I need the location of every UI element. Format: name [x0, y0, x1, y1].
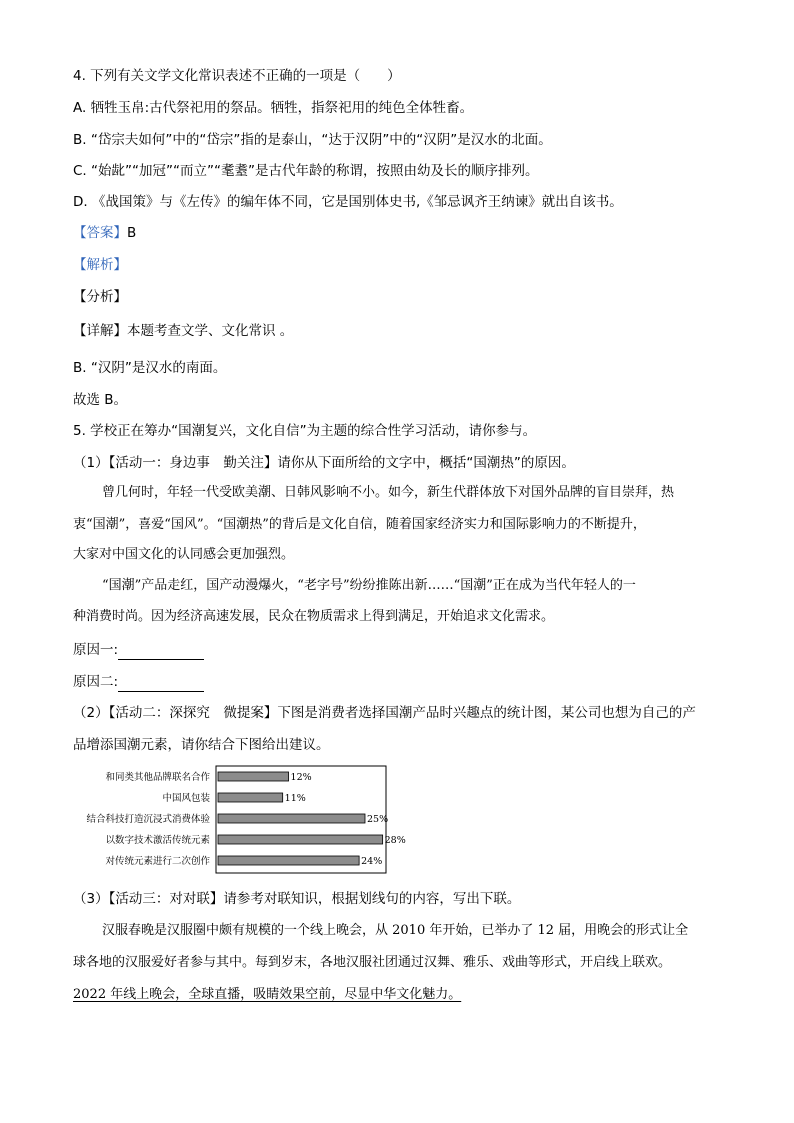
q4-option-a: A. 牺牲玉帛:古代祭祀用的祭品。牺牲，指祭祀用的纯色全体牲畜。 [73, 100, 474, 116]
reason1-line [73, 640, 204, 660]
detail-tag: 【详解】 [73, 323, 127, 339]
reason2-blank[interactable] [118, 677, 204, 692]
activity2-line1 [73, 703, 696, 723]
reason1-blank[interactable] [118, 645, 204, 660]
interest-bar-chart [60, 765, 406, 875]
bar [218, 793, 283, 802]
passage3-underlined-line: 2022 年线上晚会，全球直播，吸睛效果空前，尽显中华文化魅力。 [73, 987, 462, 1002]
bar [218, 814, 365, 823]
answer-line [73, 223, 136, 243]
fenxi-tag: 【分析】 [73, 289, 127, 305]
reason1-label: 原因一: [73, 642, 119, 658]
analysis-tag: 【解析】 [73, 257, 127, 273]
passage1-line1: 曾几何时，年轻一代受欧美潮、日韩风影响不小。如今，新生代群体放下对国外品牌的盲目崇拜，热 [102, 485, 675, 500]
q5-stem: 5. 学校正在筹办“国潮复兴，文化自信”为主题的综合性学习活动，请你参与。 [73, 423, 537, 439]
activity3-line [73, 889, 520, 909]
value-label: 28% [384, 835, 406, 846]
activity1-line [73, 453, 575, 473]
passage2-line1: “国潮”产品走红，国产动漫爆火，“老字号”纷纷推陈出新……“国潮”正在成为当代年轻人的一 [102, 578, 636, 593]
answer-tag: 【答案】 [73, 225, 127, 241]
q4-stem: 4. 下列有关文学文化常识表述不正确的一项是（ ） [73, 68, 401, 84]
activity2-tag: 【活动二：深探究 微提案】 [108, 705, 278, 721]
category-label: 对传统元素进行二次创作 [105, 856, 210, 867]
value-label: 11% [284, 793, 306, 804]
value-label: 12% [290, 772, 312, 783]
passage2-line2: 种消费时尚。因为经济高速发展，民众在物质需求上得到满足，开始追求文化需求。 [73, 609, 555, 624]
value-label: 24% [361, 856, 383, 867]
detail-text: 本题考查文学、文化常识 。 [127, 323, 294, 339]
activity2-line2: 品增添国潮元素，请你结合下图给出建议。 [73, 737, 330, 753]
category-label: 和同类其他品牌联名合作 [105, 772, 210, 783]
activity2-prefix: （2） [73, 705, 109, 721]
reason2-line [73, 672, 204, 692]
q4-conclusion: 故选 B。 [73, 392, 128, 408]
activity3-prefix: （3） [73, 891, 109, 907]
passage3-line2: 球各地的汉服爱好者参与其中。每到岁末，各地汉服社团通过汉舞、雅乐、戏曲等形式，开启线上联欢。 [73, 955, 672, 970]
activity1-prefix: （1） [73, 455, 109, 471]
q4-option-d: D. 《战国策》与《左传》的编年体不同，它是国别体史书,《邹忌讽齐王纳谏》就出自该书。 [73, 194, 623, 210]
passage3-line1: 汉服春晚是汉服圈中颇有规模的一个线上晚会，从 2010 年开始，已举办了 12 届，用晚会的形式让全 [102, 923, 689, 938]
passage1-line2: 衷“国潮”，喜爱“国风”。“国潮热”的背后是文化自信，随着国家经济实力和国际影响力的不断提升， [73, 517, 646, 532]
answer-value: B [127, 225, 137, 241]
bar [218, 856, 359, 865]
category-label: 以数字技术激活传统元素 [105, 835, 210, 846]
bar [218, 835, 383, 844]
activity3-text: 请参考对联知识，根据划线句的内容，写出下联。 [223, 891, 521, 907]
q4-explain: B. “汉阴”是汉水的南面。 [73, 360, 227, 376]
value-label: 25% [367, 814, 389, 825]
detail-line [73, 321, 293, 341]
passage1-line3: 大家对中国文化的认同感会更加强烈。 [73, 547, 295, 562]
activity2-text-1: 下图是消费者选择国潮产品时兴趣点的统计图，某公司也想为自己的产 [277, 705, 696, 721]
activity3-tag: 【活动三：对对联】 [108, 891, 224, 907]
reason2-label: 原因二: [73, 674, 119, 690]
q4-option-c: C. “始龀”“加冠”“而立”“耄耋”是古代年龄的称谓，按照由幼及长的顺序排列。 [73, 163, 539, 179]
q4-option-b: B. “岱宗夫如何”中的“岱宗”指的是泰山，“达于汉阴”中的“汉阴”是汉水的北面。 [73, 132, 552, 148]
category-label: 中国风包装 [162, 793, 210, 804]
bar [218, 772, 289, 781]
activity1-tag: 【活动一：身边事 勤关注】 [108, 455, 278, 471]
category-label: 结合科技打造沉浸式消费体验 [86, 814, 210, 825]
activity1-text: 请你从下面所给的文字中，概括“国潮热”的原因。 [277, 455, 575, 471]
